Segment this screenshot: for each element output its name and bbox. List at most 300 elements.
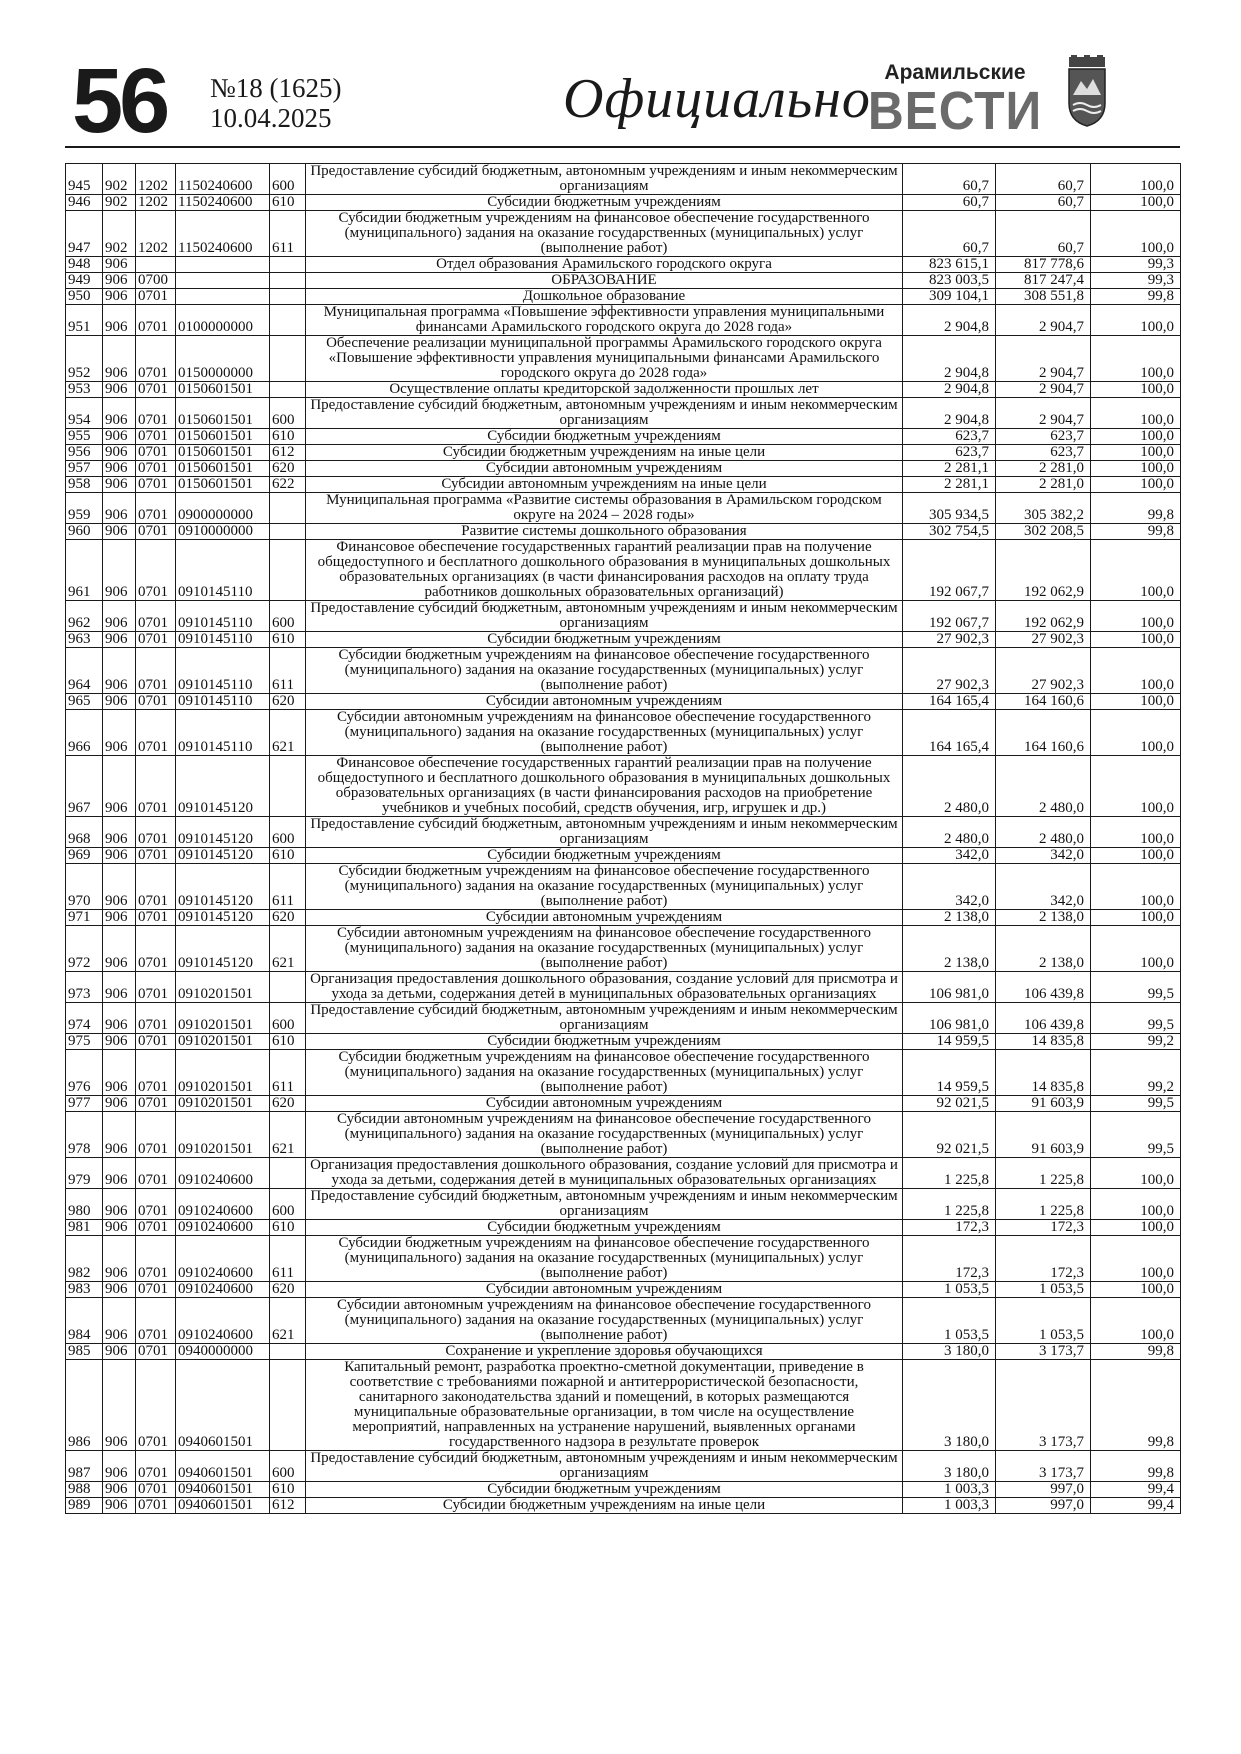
planned-amount: 60,7 [903, 164, 996, 195]
expense-description: Субсидии бюджетным учреждениям [306, 632, 903, 648]
section-code: 0700 [136, 273, 176, 289]
expense-description: Субсидии автономным учреждениям на финансовое обеспечение государственного (муниципального) задания на оказание государственных (муниципальных) услуг (выполнение работ) [306, 1112, 903, 1158]
target-article: 0900000000 [176, 493, 270, 524]
executed-amount: 14 835,8 [996, 1034, 1091, 1050]
section-code: 0701 [136, 1236, 176, 1282]
page-number: 56 [72, 50, 167, 152]
execution-percent: 100,0 [1091, 477, 1181, 493]
expense-description: Дошкольное образование [306, 289, 903, 305]
executed-amount: 60,7 [996, 164, 1091, 195]
expense-description: Субсидии бюджетным учреждениям на финансовое обеспечение государственного (муниципального) задания на оказание государственных (муниципальных) услуг (выполнение работ) [306, 1050, 903, 1096]
row-number: 969 [66, 848, 103, 864]
admin-code: 906 [103, 1482, 136, 1498]
planned-amount: 1 003,3 [903, 1498, 996, 1514]
section-code: 0701 [136, 398, 176, 429]
row-number: 945 [66, 164, 103, 195]
executed-amount: 164 160,6 [996, 694, 1091, 710]
expense-description: Субсидии автономным учреждениям [306, 1096, 903, 1112]
expense-description: Субсидии автономным учреждениям на финансовое обеспечение государственного (муниципального) задания на оказание государственных (муниципальных) услуг (выполнение работ) [306, 1298, 903, 1344]
execution-percent: 100,0 [1091, 1158, 1181, 1189]
target-article: 0940601501 [176, 1498, 270, 1514]
execution-percent: 100,0 [1091, 1298, 1181, 1344]
expense-description: Субсидии бюджетным учреждениям [306, 1034, 903, 1050]
section-code: 0701 [136, 493, 176, 524]
planned-amount: 14 959,5 [903, 1050, 996, 1096]
expense-description: Сохранение и укрепление здоровья обучающихся [306, 1344, 903, 1360]
target-article: 0940000000 [176, 1344, 270, 1360]
section-code: 0701 [136, 817, 176, 848]
execution-percent: 99,8 [1091, 1451, 1181, 1482]
admin-code: 906 [103, 632, 136, 648]
execution-percent: 100,0 [1091, 398, 1181, 429]
table-row [66, 1096, 1181, 1112]
target-article: 0910145110 [176, 632, 270, 648]
executed-amount: 997,0 [996, 1482, 1091, 1498]
execution-percent: 100,0 [1091, 710, 1181, 756]
expense-type [270, 1158, 306, 1189]
table-row [66, 1034, 1181, 1050]
row-number: 977 [66, 1096, 103, 1112]
section-code: 0701 [136, 1498, 176, 1514]
table-row [66, 694, 1181, 710]
expense-description: Предоставление субсидий бюджетным, автономным учреждениям и иным некоммерческим организациям [306, 1451, 903, 1482]
expense-type [270, 524, 306, 540]
target-article: 0150601501 [176, 461, 270, 477]
admin-code: 906 [103, 336, 136, 382]
section-code: 0701 [136, 477, 176, 493]
section-code: 0701 [136, 694, 176, 710]
executed-amount: 2 904,7 [996, 336, 1091, 382]
row-number: 960 [66, 524, 103, 540]
admin-code: 902 [103, 164, 136, 195]
executed-amount: 172,3 [996, 1236, 1091, 1282]
row-number: 963 [66, 632, 103, 648]
section-code: 0701 [136, 1112, 176, 1158]
planned-amount: 3 180,0 [903, 1344, 996, 1360]
table-row [66, 848, 1181, 864]
planned-amount: 92 021,5 [903, 1096, 996, 1112]
table-row [66, 305, 1181, 336]
executed-amount: 305 382,2 [996, 493, 1091, 524]
expense-description: Субсидии бюджетным учреждениям [306, 1482, 903, 1498]
target-article: 0910240600 [176, 1298, 270, 1344]
row-number: 976 [66, 1050, 103, 1096]
execution-percent: 100,0 [1091, 848, 1181, 864]
section-code: 0701 [136, 601, 176, 632]
target-article: 0150601501 [176, 382, 270, 398]
target-article: 0150601501 [176, 477, 270, 493]
row-number: 974 [66, 1003, 103, 1034]
executed-amount: 302 208,5 [996, 524, 1091, 540]
execution-percent: 100,0 [1091, 336, 1181, 382]
row-number: 964 [66, 648, 103, 694]
expense-description: Субсидии автономным учреждениям на финансовое обеспечение государственного (муниципального) задания на оказание государственных (муниципальных) услуг (выполнение работ) [306, 926, 903, 972]
target-article: 0910201501 [176, 1112, 270, 1158]
expense-type: 610 [270, 1220, 306, 1236]
expense-description: Предоставление субсидий бюджетным, автономным учреждениям и иным некоммерческим организациям [306, 601, 903, 632]
execution-percent: 99,5 [1091, 1096, 1181, 1112]
table-row [66, 1189, 1181, 1220]
expense-type [270, 493, 306, 524]
target-article: 0910145120 [176, 756, 270, 817]
planned-amount: 27 902,3 [903, 632, 996, 648]
expense-type: 620 [270, 461, 306, 477]
row-number: 980 [66, 1189, 103, 1220]
table-row [66, 164, 1181, 195]
execution-percent: 100,0 [1091, 429, 1181, 445]
expense-description: Субсидии бюджетным учреждениям [306, 1220, 903, 1236]
row-number: 981 [66, 1220, 103, 1236]
admin-code: 906 [103, 1158, 136, 1189]
expense-type [270, 257, 306, 273]
target-article: 0910145110 [176, 540, 270, 601]
section-code: 0701 [136, 926, 176, 972]
target-article: 0910240600 [176, 1282, 270, 1298]
admin-code: 906 [103, 398, 136, 429]
expense-type [270, 1344, 306, 1360]
admin-code: 902 [103, 195, 136, 211]
planned-amount: 2 904,8 [903, 336, 996, 382]
execution-percent: 100,0 [1091, 694, 1181, 710]
row-number: 986 [66, 1360, 103, 1451]
executed-amount: 27 902,3 [996, 648, 1091, 694]
expense-description: Отдел образования Арамильского городского округа [306, 257, 903, 273]
table-row [66, 601, 1181, 632]
execution-percent: 99,5 [1091, 1003, 1181, 1034]
target-article: 0910145110 [176, 710, 270, 756]
execution-percent: 100,0 [1091, 305, 1181, 336]
admin-code: 906 [103, 1344, 136, 1360]
planned-amount: 106 981,0 [903, 1003, 996, 1034]
table-row [66, 910, 1181, 926]
row-number: 985 [66, 1344, 103, 1360]
section-code: 0701 [136, 710, 176, 756]
target-article: 0100000000 [176, 305, 270, 336]
expense-description: Предоставление субсидий бюджетным, автономным учреждениям и иным некоммерческим организациям [306, 1189, 903, 1220]
expense-type [270, 540, 306, 601]
execution-percent: 99,8 [1091, 524, 1181, 540]
target-article: 0150601501 [176, 398, 270, 429]
expense-description: Предоставление субсидий бюджетным, автономным учреждениям и иным некоммерческим организациям [306, 817, 903, 848]
planned-amount: 1 003,3 [903, 1482, 996, 1498]
admin-code: 906 [103, 445, 136, 461]
planned-amount: 27 902,3 [903, 648, 996, 694]
execution-percent: 99,2 [1091, 1050, 1181, 1096]
expense-type: 610 [270, 1482, 306, 1498]
expense-type: 611 [270, 1050, 306, 1096]
row-number: 947 [66, 211, 103, 257]
row-number: 965 [66, 694, 103, 710]
target-article: 1150240600 [176, 195, 270, 211]
section-code: 0701 [136, 1482, 176, 1498]
execution-percent: 99,4 [1091, 1482, 1181, 1498]
expense-type: 600 [270, 398, 306, 429]
execution-percent: 99,3 [1091, 257, 1181, 273]
section-code: 0701 [136, 429, 176, 445]
target-article: 0910240600 [176, 1236, 270, 1282]
planned-amount: 14 959,5 [903, 1034, 996, 1050]
section-code: 0701 [136, 461, 176, 477]
expense-description: Субсидии бюджетным учреждениям на иные цели [306, 1498, 903, 1514]
admin-code: 906 [103, 382, 136, 398]
execution-percent: 99,3 [1091, 273, 1181, 289]
expense-type [270, 336, 306, 382]
executed-amount: 308 551,8 [996, 289, 1091, 305]
target-article: 0910000000 [176, 524, 270, 540]
target-article: 0910145110 [176, 648, 270, 694]
expense-type: 600 [270, 601, 306, 632]
executed-amount: 997,0 [996, 1498, 1091, 1514]
execution-percent: 99,8 [1091, 289, 1181, 305]
section-code: 0701 [136, 1034, 176, 1050]
section-code: 0701 [136, 1003, 176, 1034]
expense-description: Организация предоставления дошкольного образования, создание условий для присмотра и ухода за детьми, содержания детей в муниципальных образовательных организациях [306, 972, 903, 1003]
row-number: 962 [66, 601, 103, 632]
planned-amount: 302 754,5 [903, 524, 996, 540]
planned-amount: 192 067,7 [903, 540, 996, 601]
section-code: 1202 [136, 211, 176, 257]
admin-code: 906 [103, 817, 136, 848]
table-row [66, 1003, 1181, 1034]
table-row [66, 1112, 1181, 1158]
execution-percent: 100,0 [1091, 1236, 1181, 1282]
expense-description: Субсидии бюджетным учреждениям на финансовое обеспечение государственного (муниципального) задания на оказание государственных (муниципальных) услуг (выполнение работ) [306, 864, 903, 910]
expense-type: 610 [270, 195, 306, 211]
executed-amount: 2 480,0 [996, 756, 1091, 817]
planned-amount: 172,3 [903, 1220, 996, 1236]
executed-amount: 2 904,7 [996, 398, 1091, 429]
execution-percent: 100,0 [1091, 926, 1181, 972]
section-code: 0701 [136, 1050, 176, 1096]
execution-percent: 100,0 [1091, 601, 1181, 632]
planned-amount: 342,0 [903, 864, 996, 910]
admin-code: 906 [103, 257, 136, 273]
execution-percent: 99,5 [1091, 1112, 1181, 1158]
expense-description: Субсидии автономным учреждениям [306, 910, 903, 926]
expense-type: 611 [270, 648, 306, 694]
admin-code: 906 [103, 1360, 136, 1451]
admin-code: 906 [103, 601, 136, 632]
section-code: 0701 [136, 1282, 176, 1298]
executed-amount: 817 247,4 [996, 273, 1091, 289]
execution-percent: 100,0 [1091, 632, 1181, 648]
planned-amount: 192 067,7 [903, 601, 996, 632]
planned-amount: 1 053,5 [903, 1282, 996, 1298]
expense-type [270, 972, 306, 1003]
row-number: 957 [66, 461, 103, 477]
executed-amount: 172,3 [996, 1220, 1091, 1236]
planned-amount: 2 904,8 [903, 305, 996, 336]
target-article: 0150601501 [176, 445, 270, 461]
section-code: 0701 [136, 305, 176, 336]
table-row [66, 1482, 1181, 1498]
admin-code: 906 [103, 1096, 136, 1112]
table-row [66, 429, 1181, 445]
expense-description: Субсидии бюджетным учреждениям на финансовое обеспечение государственного (муниципального) задания на оказание государственных (муниципальных) услуг (выполнение работ) [306, 648, 903, 694]
execution-percent: 100,0 [1091, 195, 1181, 211]
execution-percent: 99,8 [1091, 493, 1181, 524]
admin-code: 906 [103, 477, 136, 493]
table-row [66, 1282, 1181, 1298]
planned-amount: 823 003,5 [903, 273, 996, 289]
expense-type: 620 [270, 910, 306, 926]
admin-code: 906 [103, 540, 136, 601]
expense-description: Предоставление субсидий бюджетным, автономным учреждениям и иным некоммерческим организациям [306, 1003, 903, 1034]
executed-amount: 1 225,8 [996, 1158, 1091, 1189]
table-row [66, 382, 1181, 398]
executed-amount: 1 053,5 [996, 1298, 1091, 1344]
executed-amount: 623,7 [996, 445, 1091, 461]
admin-code: 906 [103, 972, 136, 1003]
planned-amount: 1 225,8 [903, 1158, 996, 1189]
planned-amount: 172,3 [903, 1236, 996, 1282]
target-article: 0910145120 [176, 848, 270, 864]
executed-amount: 2 281,0 [996, 477, 1091, 493]
executed-amount: 3 173,7 [996, 1451, 1091, 1482]
planned-amount: 2 138,0 [903, 910, 996, 926]
admin-code: 906 [103, 1220, 136, 1236]
target-article: 0150601501 [176, 429, 270, 445]
planned-amount: 164 165,4 [903, 710, 996, 756]
admin-code: 902 [103, 211, 136, 257]
section-code: 0701 [136, 1451, 176, 1482]
table-row [66, 398, 1181, 429]
admin-code: 906 [103, 1003, 136, 1034]
expense-description: Субсидии автономным учреждениям на финансовое обеспечение государственного (муниципального) задания на оказание государственных (муниципальных) услуг (выполнение работ) [306, 710, 903, 756]
section-code: 0701 [136, 848, 176, 864]
admin-code: 906 [103, 710, 136, 756]
table-row [66, 257, 1181, 273]
execution-percent: 100,0 [1091, 1282, 1181, 1298]
expense-type: 620 [270, 1096, 306, 1112]
target-article: 0910145110 [176, 601, 270, 632]
expense-type: 621 [270, 710, 306, 756]
section-code: 0701 [136, 540, 176, 601]
target-article: 0910201501 [176, 1050, 270, 1096]
executed-amount: 342,0 [996, 848, 1091, 864]
table-row [66, 710, 1181, 756]
target-article [176, 273, 270, 289]
table-row [66, 1360, 1181, 1451]
table-row [66, 1498, 1181, 1514]
section-code: 0701 [136, 972, 176, 1003]
admin-code: 906 [103, 1298, 136, 1344]
executed-amount: 106 439,8 [996, 1003, 1091, 1034]
expense-type: 621 [270, 1298, 306, 1344]
table-row [66, 540, 1181, 601]
expense-type [270, 1360, 306, 1451]
executed-amount: 164 160,6 [996, 710, 1091, 756]
executed-amount: 2 480,0 [996, 817, 1091, 848]
expense-type: 600 [270, 1451, 306, 1482]
expense-type: 620 [270, 1282, 306, 1298]
section-code: 0701 [136, 910, 176, 926]
execution-percent: 100,0 [1091, 864, 1181, 910]
admin-code: 906 [103, 1112, 136, 1158]
table-row [66, 289, 1181, 305]
executed-amount: 27 902,3 [996, 632, 1091, 648]
row-number: 984 [66, 1298, 103, 1344]
target-article: 1150240600 [176, 211, 270, 257]
executed-amount: 60,7 [996, 195, 1091, 211]
planned-amount: 92 021,5 [903, 1112, 996, 1158]
expense-type: 612 [270, 445, 306, 461]
table-row [66, 926, 1181, 972]
table-row [66, 1344, 1181, 1360]
target-article: 0910145110 [176, 694, 270, 710]
table-row [66, 477, 1181, 493]
expense-type: 621 [270, 926, 306, 972]
execution-percent: 100,0 [1091, 445, 1181, 461]
table-row [66, 445, 1181, 461]
admin-code: 906 [103, 1236, 136, 1282]
section-code: 0701 [136, 1158, 176, 1189]
row-number: 953 [66, 382, 103, 398]
executed-amount: 60,7 [996, 211, 1091, 257]
admin-code: 906 [103, 648, 136, 694]
admin-code: 906 [103, 1034, 136, 1050]
admin-code: 906 [103, 305, 136, 336]
execution-percent: 100,0 [1091, 164, 1181, 195]
row-number: 958 [66, 477, 103, 493]
expense-description: Предоставление субсидий бюджетным, автономным учреждениям и иным некоммерческим организациям [306, 164, 903, 195]
planned-amount: 2 904,8 [903, 382, 996, 398]
expense-type: 612 [270, 1498, 306, 1514]
expense-description: Субсидии бюджетным учреждениям [306, 195, 903, 211]
budget-table [65, 163, 1181, 1514]
executed-amount: 2 138,0 [996, 910, 1091, 926]
admin-code: 906 [103, 848, 136, 864]
table-row [66, 1298, 1181, 1344]
row-number: 967 [66, 756, 103, 817]
row-number: 948 [66, 257, 103, 273]
execution-percent: 99,8 [1091, 1360, 1181, 1451]
executed-amount: 3 173,7 [996, 1360, 1091, 1451]
section-code: 0701 [136, 524, 176, 540]
expense-description: Капитальный ремонт, разработка проектно-сметной документации, приведение в соответствие с требованиями пожарной и антитеррористической безопасности, санитарного законодательства зданий и помещений, в которых размещаются муниципальные образовательные организации, в том числе на осуществление мероприятий, направленных на устранение нарушений, выявленных органами государственного надзора в результате проверок [306, 1360, 903, 1451]
row-number: 956 [66, 445, 103, 461]
target-article: 0910145120 [176, 817, 270, 848]
planned-amount: 3 180,0 [903, 1360, 996, 1451]
row-number: 978 [66, 1112, 103, 1158]
execution-percent: 99,5 [1091, 972, 1181, 1003]
section-code: 0701 [136, 864, 176, 910]
admin-code: 906 [103, 1050, 136, 1096]
planned-amount: 164 165,4 [903, 694, 996, 710]
expense-description: Развитие системы дошкольного образования [306, 524, 903, 540]
row-number: 973 [66, 972, 103, 1003]
expense-description: Субсидии автономным учреждениям [306, 461, 903, 477]
planned-amount: 2 281,1 [903, 477, 996, 493]
row-number: 968 [66, 817, 103, 848]
execution-percent: 99,2 [1091, 1034, 1181, 1050]
row-number: 988 [66, 1482, 103, 1498]
row-number: 959 [66, 493, 103, 524]
execution-percent: 100,0 [1091, 756, 1181, 817]
row-number: 972 [66, 926, 103, 972]
execution-percent: 100,0 [1091, 461, 1181, 477]
table-row [66, 1158, 1181, 1189]
table-row [66, 195, 1181, 211]
planned-amount: 106 981,0 [903, 972, 996, 1003]
planned-amount: 2 480,0 [903, 756, 996, 817]
table-row [66, 1236, 1181, 1282]
admin-code: 906 [103, 756, 136, 817]
section-title: Официально [563, 68, 871, 130]
executed-amount: 192 062,9 [996, 601, 1091, 632]
expense-type: 620 [270, 694, 306, 710]
section-code: 0701 [136, 445, 176, 461]
